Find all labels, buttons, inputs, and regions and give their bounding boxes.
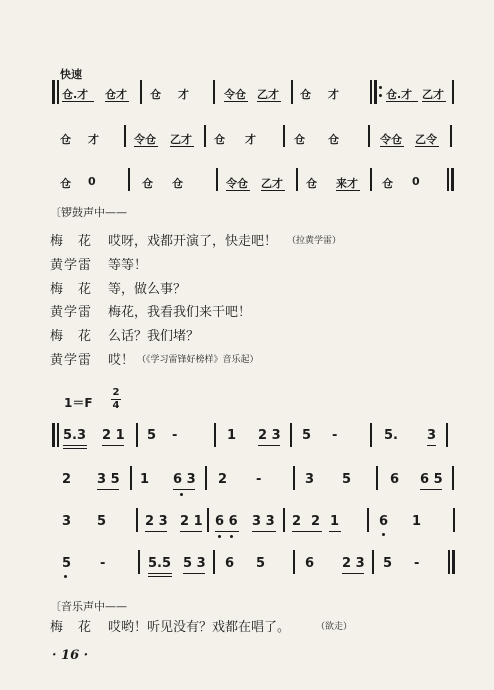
final-barline [452, 550, 455, 574]
perc-note: 仓 [294, 133, 305, 146]
line-text: 等，做么事？ [108, 282, 187, 297]
barline [138, 550, 140, 574]
barline [376, 466, 378, 490]
barline [446, 423, 448, 447]
underline [134, 146, 158, 147]
perc-note: 仓才 [105, 88, 127, 101]
note: 6 3 [173, 472, 196, 487]
line-text: 哎！ [108, 353, 135, 368]
line-text: 哎哟！听见没有？戏都在唱了。 [108, 620, 291, 635]
underline [420, 489, 442, 490]
note: 2 1 [102, 428, 125, 443]
perc-note: 才 [328, 88, 339, 101]
note: 2 [311, 514, 321, 529]
barline [204, 125, 206, 147]
note: 2 3 [145, 514, 168, 529]
underline [145, 531, 167, 532]
line-text: 梅花，我看我们来干吧！ [108, 305, 252, 320]
underline [329, 531, 341, 532]
low-octave-dot [218, 535, 221, 538]
underline [170, 146, 194, 147]
perc-note: 才 [245, 133, 256, 146]
underline [252, 531, 276, 532]
note: 2 1 [180, 514, 203, 529]
line-text: 等等！ [108, 258, 148, 273]
speaker: 黄学雷 [50, 258, 93, 273]
repeat-start-barline [52, 80, 55, 104]
low-octave-dot [230, 535, 233, 538]
note: 3 [62, 514, 72, 529]
perc-note: 仓 [60, 177, 71, 190]
speaker: 梅 花 [50, 234, 93, 249]
barline [367, 508, 369, 532]
barline [452, 80, 454, 104]
stage-direction: （《学习雷锋好榜样》音乐起） [137, 355, 259, 365]
note: 5 [383, 556, 393, 571]
barline [283, 125, 285, 147]
underline [63, 445, 87, 446]
final-barline-thin [448, 550, 450, 574]
perc-note: 乙令 [415, 133, 437, 146]
note: 1 [227, 428, 237, 443]
final-barline [451, 168, 454, 191]
low-octave-dot [382, 533, 385, 536]
low-octave-dot [180, 493, 183, 496]
perc-note: 才 [178, 88, 189, 101]
note: 1 [330, 514, 340, 529]
barline [452, 466, 454, 490]
note: 1 [140, 472, 150, 487]
perc-note: 仓 [300, 88, 311, 101]
note: 5 [302, 428, 312, 443]
underline [386, 101, 418, 102]
barline [214, 423, 216, 447]
barline [296, 168, 298, 191]
barline [128, 168, 130, 191]
perc-note: 仓.才 [386, 88, 413, 101]
note: 6 [305, 556, 315, 571]
speaker: 黄学雷 [50, 353, 93, 368]
perc-note: 令仓 [224, 88, 246, 101]
start-barline [52, 423, 55, 447]
low-octave-dot [64, 575, 67, 578]
underline [342, 573, 364, 574]
barline [124, 125, 126, 147]
barline [136, 423, 138, 447]
underline [261, 190, 285, 191]
perc-note: 仓 [60, 133, 71, 146]
barline [291, 80, 293, 104]
barline [213, 550, 215, 574]
note: 3 [427, 428, 437, 443]
note: 5 [342, 472, 352, 487]
perc-note: 令仓 [226, 177, 248, 190]
underline [224, 101, 248, 102]
repeat-start-barline-thin [57, 80, 59, 104]
note: - [256, 472, 262, 487]
underline [292, 531, 322, 532]
line-text: 哎呀，戏都开演了，快走吧！ [108, 234, 278, 249]
barline [216, 168, 218, 191]
note: 3 3 [252, 514, 275, 529]
perc-note: 仓 [328, 133, 339, 146]
note: 5 [97, 514, 107, 529]
repeat-dot [379, 86, 382, 89]
time-signature [111, 388, 121, 411]
underline [336, 190, 360, 191]
underline [105, 101, 129, 102]
note: - [332, 428, 338, 443]
barline [283, 508, 285, 532]
underline [97, 489, 119, 490]
stage-cue: 〔锣鼓声中—— [50, 206, 127, 219]
perc-note: 0 [88, 175, 96, 188]
note: 6 6 [215, 514, 238, 529]
note: 5. [384, 428, 398, 443]
barline [453, 508, 455, 532]
stage-direction: （欲走） [316, 622, 353, 632]
perc-note: 仓.才 [62, 88, 89, 101]
note: 5 [147, 428, 157, 443]
note: 2 3 [258, 428, 281, 443]
barline [140, 80, 142, 104]
barline [290, 423, 292, 447]
barline [368, 125, 370, 147]
note: 2 [62, 472, 72, 487]
speaker: 黄学雷 [50, 305, 93, 320]
underline [63, 448, 87, 449]
note: 3 5 [97, 472, 120, 487]
repeat-dot [379, 94, 382, 97]
tempo-marking: 快速 [60, 68, 82, 81]
note: 5 3 [183, 556, 206, 571]
barline [213, 80, 215, 104]
perc-note: 乙才 [422, 88, 444, 101]
note: 6 [225, 556, 235, 571]
start-barline-thin [57, 423, 59, 447]
perc-note: 仓 [382, 177, 393, 190]
underline [102, 445, 124, 446]
note: 5 [62, 556, 72, 571]
underline [226, 190, 250, 191]
perc-note: 仓 [142, 177, 153, 190]
note: 6 5 [420, 472, 443, 487]
barline [130, 466, 132, 490]
speaker: 梅 花 [50, 620, 93, 635]
note: 2 [292, 514, 302, 529]
underline [415, 146, 439, 147]
page-number: · 16 · [52, 648, 89, 663]
note: 5.5 [148, 556, 172, 571]
note: - [414, 556, 420, 571]
underline [148, 573, 172, 574]
stage-direction: （拉黄学雷） [287, 236, 342, 246]
underline [148, 576, 172, 577]
perc-note: 仓 [306, 177, 317, 190]
perc-note: 仓 [150, 88, 161, 101]
underline [257, 101, 281, 102]
barline [370, 168, 372, 191]
perc-note: 乙才 [170, 133, 192, 146]
underline [183, 573, 205, 574]
underline [380, 146, 404, 147]
perc-note: 仓 [172, 177, 183, 190]
underline [427, 445, 436, 446]
note: - [100, 556, 106, 571]
barline [293, 466, 295, 490]
note: 5 [256, 556, 266, 571]
note: 3 [305, 472, 315, 487]
note: 6 [379, 514, 389, 529]
perc-note: 才 [88, 133, 99, 146]
barline [372, 550, 374, 574]
perc-note: 仓 [214, 133, 225, 146]
barline [136, 508, 138, 532]
final-barline-thin [447, 168, 449, 191]
perc-note: 乙才 [257, 88, 279, 101]
perc-note: 来才 [336, 177, 358, 190]
barline [450, 125, 452, 147]
barline [207, 508, 209, 532]
note: - [172, 428, 178, 443]
note: 1 [412, 514, 422, 529]
speaker: 梅 花 [50, 282, 93, 297]
speaker: 梅 花 [50, 329, 93, 344]
time-sig-bottom: 4 [112, 400, 120, 411]
line-text: 么话？我们堵？ [108, 329, 200, 344]
note: 5.3 [63, 428, 87, 443]
perc-note: 令仓 [380, 133, 402, 146]
key-signature: 1＝F [64, 396, 93, 410]
underline [173, 489, 195, 490]
repeat-barline-thick [374, 80, 377, 104]
repeat-barline [370, 80, 372, 104]
underline [215, 531, 239, 532]
barline [205, 466, 207, 490]
perc-note: 乙才 [261, 177, 283, 190]
underline [258, 445, 280, 446]
time-sig-top: 2 [112, 387, 120, 398]
perc-note: 0 [412, 175, 420, 188]
stage-cue: 〔音乐声中—— [50, 600, 127, 613]
underline [180, 531, 202, 532]
note: 6 [390, 472, 400, 487]
note: 2 [218, 472, 228, 487]
underline [62, 101, 94, 102]
underline [422, 101, 446, 102]
barline [293, 550, 295, 574]
perc-note: 令仓 [134, 133, 156, 146]
barline [370, 423, 372, 447]
note: 2 3 [342, 556, 365, 571]
